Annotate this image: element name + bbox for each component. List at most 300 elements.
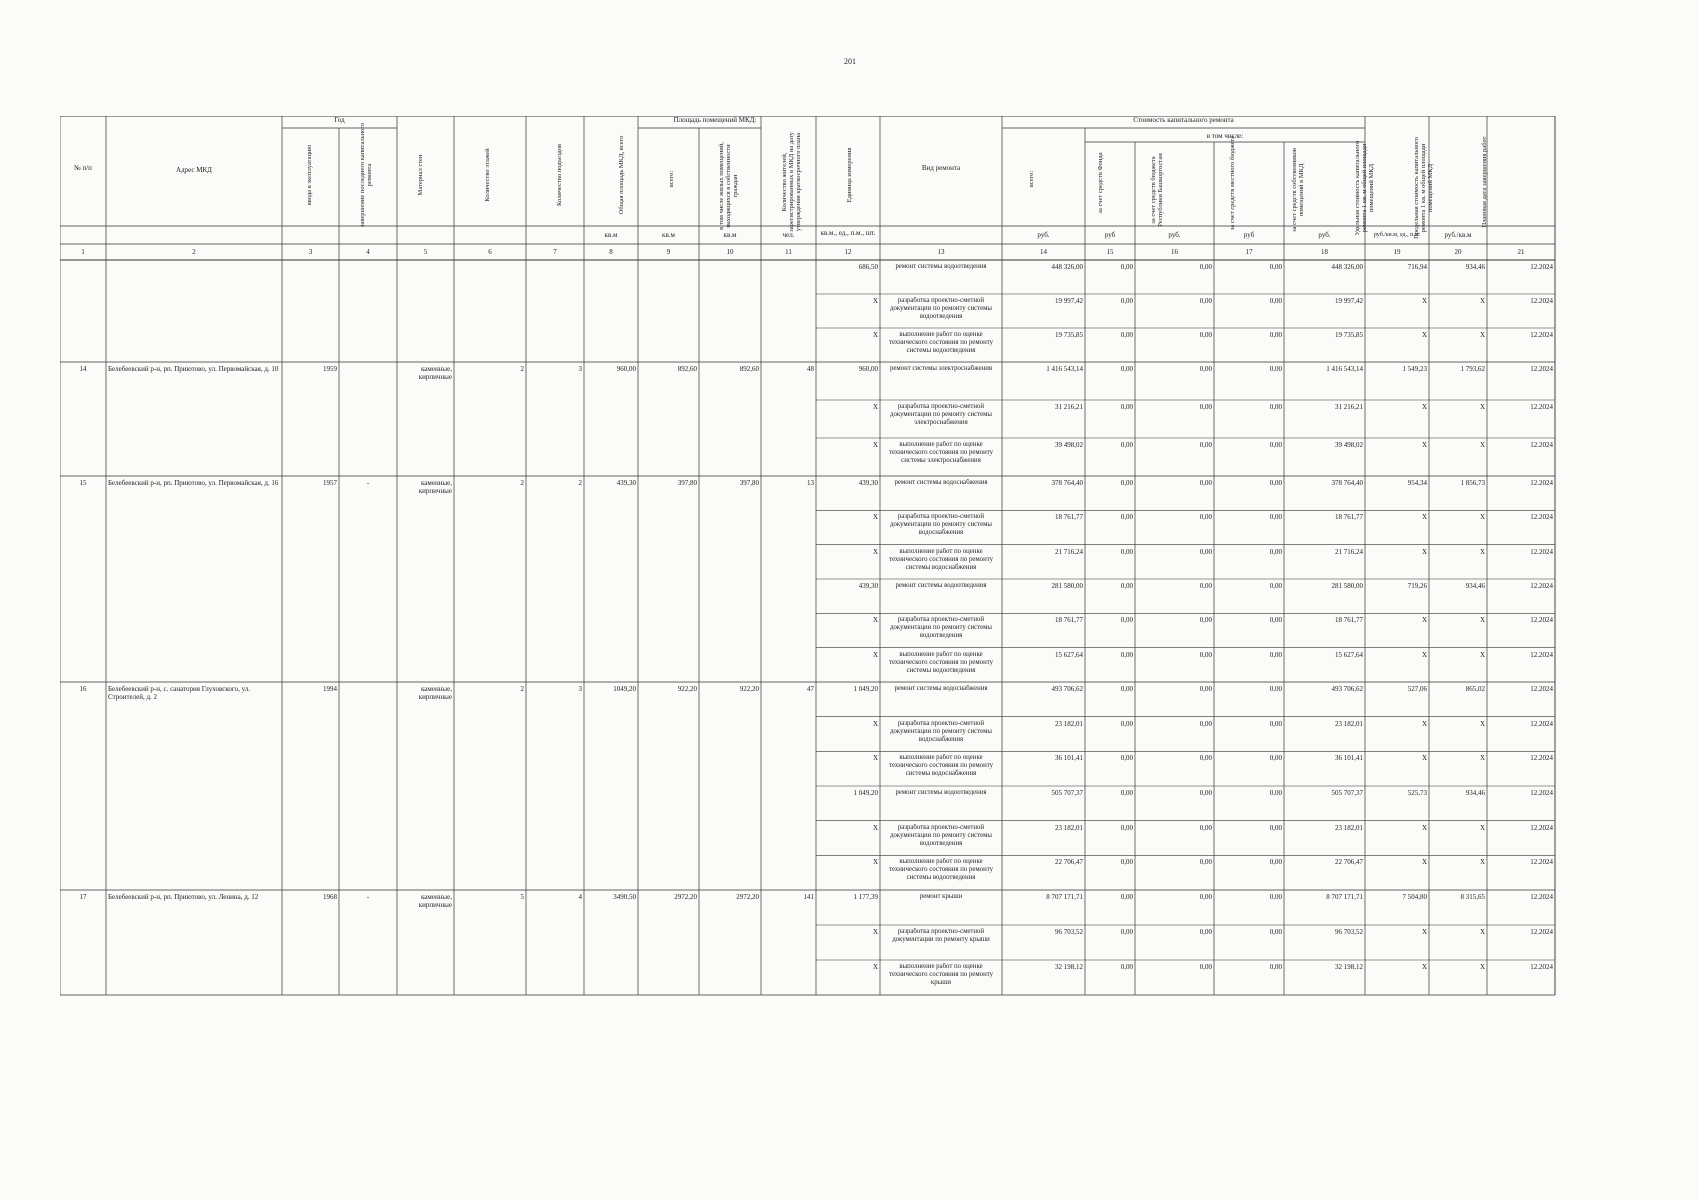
- work-type: разработка проектно-сметной документации по ремонту системы водоотведения: [890, 297, 992, 320]
- cost-republic: 0,00: [1199, 263, 1212, 271]
- work-type: ремонт системы водоотведения: [895, 263, 987, 270]
- cost-owners: 8 707 171,71: [1326, 893, 1363, 901]
- cost-owners: 31 216,21: [1335, 403, 1363, 411]
- work-type: разработка проектно-сметной документации по ремонту системы водоснабжения: [890, 513, 992, 537]
- year-commission: 1959: [323, 365, 337, 373]
- cost-owners: 21 716,24: [1335, 547, 1363, 556]
- cost-fund: 0,00: [1120, 858, 1133, 867]
- deadline: 12.2024: [1530, 928, 1553, 936]
- unit-value: X: [872, 513, 878, 522]
- deadline: 12.2024: [1530, 685, 1553, 693]
- cost-fund: 0,00: [1120, 685, 1133, 693]
- header-cost-local: за счет средств местного бюджета: [1229, 135, 1236, 231]
- cost-local: 0,00: [1269, 858, 1282, 867]
- capital-repair-table: [60, 116, 1697, 1101]
- work-type: выполнение работ по оценке технического состояния по ремонту системы водоотведения: [888, 858, 993, 882]
- cost-local: 0,00: [1269, 297, 1282, 305]
- floors: 5: [520, 893, 524, 901]
- max-cost: X: [1479, 823, 1485, 832]
- cost-local: 0,00: [1269, 823, 1282, 832]
- max-cost: 1 793,62: [1460, 365, 1485, 373]
- row-number: 16: [79, 685, 87, 693]
- deadline: 12.2024: [1530, 582, 1553, 590]
- header-cost-total: всего:: [1028, 170, 1035, 188]
- header-premises-owned: в том числе жилых помещений, находящихся в собственности граждан: [718, 142, 739, 230]
- header-wall-material: Материал стен: [417, 154, 424, 196]
- header-work-type: Вид ремонта: [921, 164, 961, 172]
- specific-cost: 954,34: [1407, 479, 1427, 487]
- specific-cost: 1 549,23: [1402, 365, 1427, 373]
- deadline: 12.2024: [1530, 365, 1553, 373]
- unit-value: 1 177,39: [853, 893, 878, 901]
- cost-owners: 448 326,00: [1331, 263, 1363, 271]
- specific-cost: X: [1421, 963, 1427, 971]
- deadline: 12.2024: [1530, 616, 1553, 625]
- unit-value: 439,30: [858, 582, 878, 590]
- column-number: 14: [1040, 248, 1047, 256]
- cost-total: 21 716,24: [1055, 547, 1083, 556]
- wall-material: каменные, кирпичные: [418, 365, 452, 381]
- year-commission: 1994: [323, 685, 337, 693]
- cost-republic: 0,00: [1199, 823, 1212, 832]
- specific-cost: X: [1421, 719, 1427, 728]
- specific-cost: X: [1421, 823, 1427, 832]
- address: Белебеевский р-н, рп. Приютово, ул. Первомайская, д. 10: [108, 365, 279, 373]
- work-type: выполнение работ по оценке технического состояния по ремонту системы водоотведения: [888, 331, 993, 354]
- unit-value: X: [872, 928, 878, 936]
- header-cost-republic: за счет средств бюджета Республики Башкортостан: [1150, 153, 1164, 227]
- max-cost: X: [1479, 754, 1485, 763]
- header-residents: Количество жителей, зарегистрированных в МКД на дату утверждения краткосрочного плана: [781, 132, 802, 232]
- column-number: 10: [726, 248, 734, 256]
- deadline: 12.2024: [1530, 513, 1553, 522]
- cost-total: 19 997,42: [1055, 297, 1083, 305]
- address: Белебеевский р-н, рп. Приютово, ул. Первомайская, д. 16: [108, 479, 279, 487]
- unit-value: X: [872, 441, 878, 449]
- cost-fund: 0,00: [1120, 297, 1133, 305]
- column-number: 11: [785, 248, 792, 256]
- max-cost: X: [1479, 719, 1485, 728]
- cost-owners: 378 764,40: [1331, 479, 1363, 487]
- specific-cost: X: [1421, 513, 1427, 522]
- cost-local: 0,00: [1269, 479, 1282, 487]
- unit-col-14: руб.: [1037, 231, 1050, 239]
- specific-cost: 525,73: [1407, 789, 1427, 797]
- wall-material: каменные, кирпичные: [418, 893, 452, 909]
- column-number: 15: [1106, 248, 1114, 256]
- header-cost-group: Стоимость капитального ремонта: [1133, 116, 1234, 124]
- work-type: выполнение работ по оценке технического состояния по ремонту системы водоотведения: [888, 650, 993, 674]
- header-deadline: Плановая дата завершения работ: [1481, 136, 1488, 228]
- cost-local: 0,00: [1269, 331, 1282, 339]
- unit-col-11: чел.: [782, 231, 795, 239]
- cost-owners: 96 703,52: [1335, 928, 1363, 936]
- premises-area: 2972,20: [674, 893, 697, 901]
- specific-cost: X: [1421, 650, 1427, 659]
- deadline: 12.2024: [1530, 441, 1553, 449]
- max-cost: X: [1479, 547, 1485, 556]
- cost-fund: 0,00: [1120, 582, 1133, 590]
- cost-owners: 22 706,47: [1335, 858, 1363, 867]
- cost-total: 32 198,12: [1055, 963, 1083, 971]
- specific-cost: X: [1421, 858, 1427, 867]
- year-commission: 1968: [323, 893, 337, 901]
- entrances: 3: [578, 685, 582, 693]
- max-cost: X: [1479, 297, 1485, 305]
- work-type: разработка проектно-сметной документации по ремонту системы электроснабжения: [890, 403, 992, 426]
- header-year-last-repair: завершение последнего капитального ремонта: [359, 122, 373, 228]
- header-premises-total: всего:: [668, 170, 675, 188]
- cost-fund: 0,00: [1120, 616, 1133, 625]
- cost-total: 18 761,77: [1055, 616, 1083, 625]
- max-cost: 934,46: [1465, 263, 1485, 271]
- cost-owners: 493 706,62: [1331, 685, 1363, 693]
- cost-republic: 0,00: [1199, 650, 1212, 659]
- cost-total: 96 703,52: [1055, 928, 1083, 936]
- cost-owners: 23 182,01: [1335, 823, 1363, 832]
- unit-value: 1 049,20: [853, 685, 878, 693]
- cost-total: 23 182,01: [1055, 823, 1083, 832]
- premises-area: 922,20: [677, 685, 697, 693]
- work-type: разработка проектно-сметной документации по ремонту системы водоснабжения: [890, 719, 992, 743]
- specific-cost: X: [1421, 616, 1427, 625]
- cost-owners: 36 101,41: [1335, 754, 1363, 763]
- header-entrances: Количество подъездов: [556, 143, 563, 207]
- header-unit: Единица измерения: [846, 147, 853, 203]
- unit-col-19: руб./кв.м, ед., п.м.: [1373, 232, 1421, 238]
- work-type: разработка проектно-сметной документации по ремонту системы водоотведения: [890, 616, 992, 640]
- floors: 2: [520, 479, 524, 487]
- deadline: 12.2024: [1530, 789, 1553, 797]
- entrances: 3: [578, 365, 582, 373]
- total-area: 439,30: [616, 479, 636, 487]
- residents: 141: [803, 893, 814, 901]
- cost-local: 0,00: [1269, 263, 1282, 271]
- work-type: выполнение работ по оценке технического состояния по ремонту системы водоснабжения: [888, 754, 993, 778]
- cost-fund: 0,00: [1120, 365, 1133, 373]
- unit-col-10: кв.м: [723, 231, 737, 239]
- max-cost: X: [1479, 331, 1485, 339]
- unit-value: X: [872, 297, 878, 305]
- deadline: 12.2024: [1530, 754, 1553, 763]
- cost-local: 0,00: [1269, 928, 1282, 936]
- cost-local: 0,00: [1269, 365, 1282, 373]
- max-cost: 8 315,65: [1460, 893, 1485, 901]
- total-area: 1049,20: [613, 685, 636, 693]
- cost-republic: 0,00: [1199, 479, 1212, 487]
- cost-total: 493 706,62: [1051, 685, 1083, 693]
- unit-col-20: руб./кв.м: [1444, 231, 1472, 239]
- cost-republic: 0,00: [1199, 858, 1212, 867]
- cost-owners: 1 416 543,14: [1326, 365, 1363, 373]
- work-type: ремонт системы электроснабжения: [889, 365, 993, 372]
- cost-fund: 0,00: [1120, 650, 1133, 659]
- premises-area: 397,80: [677, 479, 697, 487]
- cost-total: 31 216,21: [1055, 403, 1083, 411]
- cost-total: 8 707 171,71: [1046, 893, 1083, 901]
- year-last-repair: -: [366, 479, 370, 487]
- cost-republic: 0,00: [1199, 719, 1212, 728]
- cost-republic: 0,00: [1199, 582, 1212, 590]
- residents: 13: [807, 479, 814, 487]
- column-number: 19: [1393, 248, 1401, 256]
- specific-cost: 716,94: [1407, 263, 1427, 271]
- work-type: ремонт крыши: [919, 893, 963, 900]
- cost-local: 0,00: [1269, 403, 1282, 411]
- deadline: 12.2024: [1530, 403, 1553, 411]
- work-type: ремонт системы водоснабжения: [894, 685, 988, 692]
- owned-area: 922,20: [739, 685, 759, 693]
- entrances: 4: [578, 893, 582, 901]
- cost-local: 0,00: [1269, 582, 1282, 590]
- specific-cost: X: [1421, 331, 1427, 339]
- owned-area: 2972,20: [736, 893, 759, 901]
- max-cost: 934,46: [1465, 789, 1485, 797]
- unit-value: X: [872, 754, 878, 763]
- cost-local: 0,00: [1269, 616, 1282, 625]
- cost-owners: 281 580,00: [1331, 582, 1363, 590]
- header-max-cost: Предельная стоимость капитального ремонта 1 кв. м общей площади помещений МКД: [1413, 137, 1434, 239]
- cost-total: 36 101,41: [1055, 754, 1083, 763]
- column-number: 1: [81, 248, 85, 256]
- unit-col-18: руб.: [1318, 231, 1331, 239]
- unit-col-17: руб: [1243, 231, 1255, 239]
- cost-republic: 0,00: [1199, 441, 1212, 449]
- specific-cost: 719,26: [1407, 582, 1427, 590]
- unit-value: X: [872, 650, 878, 659]
- unit-col-9: кв.м: [662, 231, 675, 239]
- column-number: 6: [488, 248, 492, 256]
- specific-cost: X: [1421, 297, 1427, 305]
- column-number: 21: [1517, 248, 1525, 256]
- residents: 47: [807, 685, 814, 693]
- cost-republic: 0,00: [1199, 685, 1212, 693]
- cost-republic: 0,00: [1199, 754, 1212, 763]
- cost-republic: 0,00: [1199, 403, 1212, 411]
- cost-republic: 0,00: [1199, 616, 1212, 625]
- cost-republic: 0,00: [1199, 513, 1212, 522]
- cost-fund: 0,00: [1120, 547, 1133, 556]
- residents: 48: [807, 365, 814, 373]
- wall-material: каменные, кирпичные: [418, 479, 452, 495]
- owned-area: 397,80: [739, 479, 759, 487]
- cost-owners: 18 761,77: [1335, 513, 1363, 522]
- header-cost-fund: за счет средств Фонда: [1097, 152, 1104, 214]
- specific-cost: X: [1421, 547, 1427, 556]
- max-cost: X: [1479, 441, 1485, 449]
- work-type: выполнение работ по оценке технического состояния по ремонту системы электроснабжения: [888, 441, 993, 464]
- cost-republic: 0,00: [1199, 297, 1212, 305]
- work-type: разработка проектно-сметной документации по ремонту системы водоотведения: [890, 823, 992, 847]
- unit-value: 439,30: [858, 479, 878, 487]
- deadline: 12.2024: [1530, 858, 1553, 867]
- cost-local: 0,00: [1269, 513, 1282, 522]
- cost-local: 0,00: [1269, 754, 1282, 763]
- column-number: 7: [553, 248, 557, 256]
- cost-fund: 0,00: [1120, 754, 1133, 763]
- cost-owners: 32 198,12: [1335, 963, 1363, 971]
- cost-owners: 19 997,42: [1335, 297, 1363, 305]
- deadline: 12.2024: [1530, 719, 1553, 728]
- wall-material: каменные, кирпичные: [418, 685, 452, 701]
- header-floors: Количество этажей: [484, 148, 491, 202]
- cost-total: 18 761,77: [1055, 513, 1083, 522]
- header-specific-cost: Удельная стоимость капитального ремонта 1 кв. м общей площади помещений МКД: [1354, 140, 1375, 236]
- floors: 2: [520, 685, 524, 693]
- cost-owners: 505 707,37: [1331, 789, 1363, 797]
- cost-local: 0,00: [1269, 441, 1282, 449]
- unit-col-15: руб: [1104, 231, 1116, 239]
- column-number: 17: [1245, 248, 1253, 256]
- address: Белебеевский р-н, рп. Приютово, ул. Ленина, д. 12: [108, 893, 259, 901]
- cost-total: 23 182,01: [1055, 719, 1083, 728]
- deadline: 12.2024: [1530, 547, 1553, 556]
- specific-cost: X: [1421, 441, 1427, 449]
- cost-fund: 0,00: [1120, 928, 1133, 936]
- specific-cost: X: [1421, 754, 1427, 763]
- work-type: выполнение работ по оценке технического состояния по ремонту системы водоснабжения: [888, 547, 993, 571]
- cost-local: 0,00: [1269, 719, 1282, 728]
- cost-fund: 0,00: [1120, 823, 1133, 832]
- cost-total: 1 416 543,14: [1046, 365, 1083, 373]
- cost-owners: 23 182,01: [1335, 719, 1363, 728]
- row-number: 14: [79, 365, 87, 373]
- cost-total: 22 706,47: [1055, 858, 1083, 867]
- cost-total: 19 735,85: [1055, 331, 1083, 339]
- cost-local: 0,00: [1269, 547, 1282, 556]
- deadline: 12.2024: [1530, 479, 1553, 487]
- cost-republic: 0,00: [1199, 893, 1212, 901]
- cost-local: 0,00: [1269, 789, 1282, 797]
- column-number: 3: [308, 248, 313, 256]
- specific-cost: 7 504,80: [1402, 893, 1427, 901]
- specific-cost: 527,06: [1407, 685, 1427, 693]
- cost-fund: 0,00: [1120, 441, 1133, 449]
- unit-col-12: кв.м., ед., п.м., шт.: [820, 229, 876, 237]
- cost-fund: 0,00: [1120, 963, 1133, 971]
- column-number: 20: [1454, 248, 1462, 256]
- work-type: разработка проектно-сметной документации по ремонту крыши: [892, 928, 990, 943]
- work-type: ремонт системы водоотведения: [895, 789, 987, 796]
- deadline: 12.2024: [1530, 263, 1553, 271]
- header-address: Адрес МКД: [176, 166, 212, 174]
- cost-republic: 0,00: [1199, 928, 1212, 936]
- cost-fund: 0,00: [1120, 719, 1133, 728]
- cost-local: 0,00: [1269, 685, 1282, 693]
- cost-owners: 15 627,64: [1335, 650, 1363, 659]
- cost-fund: 0,00: [1120, 479, 1133, 487]
- header-num: № п/п: [74, 164, 92, 172]
- cost-fund: 0,00: [1120, 513, 1133, 522]
- cost-owners: 18 761,77: [1335, 616, 1363, 625]
- header-cost-owners: за счет средств собственников помещений в МКД: [1291, 148, 1305, 232]
- unit-value: X: [872, 823, 878, 832]
- unit-value: X: [872, 547, 878, 556]
- cost-total: 281 580,00: [1051, 582, 1083, 590]
- year-last-repair: -: [366, 893, 370, 901]
- deadline: 12.2024: [1530, 297, 1553, 305]
- max-cost: 1 856,73: [1460, 479, 1485, 487]
- row-number: 15: [79, 479, 87, 487]
- total-area: 3490,50: [613, 893, 636, 901]
- max-cost: 934,46: [1465, 582, 1485, 590]
- cost-fund: 0,00: [1120, 789, 1133, 797]
- cost-republic: 0,00: [1199, 365, 1212, 373]
- page-number: 201: [844, 57, 856, 66]
- cost-republic: 0,00: [1199, 963, 1212, 971]
- header-premises-group: Площадь помещений МКД:: [673, 116, 757, 124]
- unit-value: X: [872, 858, 878, 867]
- cost-total: 505 707,37: [1051, 789, 1083, 797]
- header-incl: в том числе:: [1206, 132, 1244, 140]
- cost-total: 378 764,40: [1051, 479, 1083, 487]
- max-cost: X: [1479, 513, 1485, 522]
- header-total-area: Общая площадь МКД, всего: [618, 135, 625, 215]
- deadline: 12.2024: [1530, 650, 1553, 659]
- max-cost: X: [1479, 403, 1485, 411]
- max-cost: 865,02: [1465, 685, 1485, 693]
- column-number: 8: [609, 248, 613, 256]
- specific-cost: X: [1421, 403, 1427, 411]
- floors: 2: [520, 365, 524, 373]
- cost-republic: 0,00: [1199, 331, 1212, 339]
- unit-col-16: руб.: [1168, 231, 1181, 239]
- work-type: ремонт системы водоотведения: [895, 582, 987, 589]
- column-number: 13: [937, 248, 945, 256]
- row-number: 17: [79, 893, 87, 901]
- cost-fund: 0,00: [1120, 331, 1133, 339]
- cost-fund: 0,00: [1120, 263, 1133, 271]
- unit-value: X: [872, 616, 878, 625]
- deadline: 12.2024: [1530, 963, 1553, 971]
- cost-republic: 0,00: [1199, 789, 1212, 797]
- column-number: 9: [666, 248, 671, 256]
- deadline: 12.2024: [1530, 893, 1553, 901]
- max-cost: X: [1479, 858, 1485, 867]
- entrances: 2: [578, 479, 582, 487]
- column-number: 18: [1321, 248, 1328, 256]
- max-cost: X: [1479, 928, 1485, 936]
- specific-cost: X: [1421, 928, 1427, 936]
- deadline: 12.2024: [1530, 823, 1553, 832]
- header-year-commission: ввода в эксплуатацию: [306, 144, 313, 206]
- work-type: ремонт системы водоснабжения: [894, 479, 988, 486]
- work-type: выполнение работ по оценке технического состояния по ремонту крыши: [888, 963, 993, 986]
- max-cost: X: [1479, 616, 1485, 625]
- unit-value: 686,50: [858, 263, 878, 271]
- cost-total: 448 326,00: [1051, 263, 1083, 271]
- column-number: 12: [844, 248, 852, 256]
- column-number: 16: [1171, 248, 1178, 256]
- column-number: 4: [366, 248, 370, 256]
- unit-value: 960,00: [858, 365, 878, 373]
- unit-col-8: кв.м: [604, 231, 618, 239]
- premises-area: 892,60: [677, 365, 697, 373]
- cost-total: 39 498,02: [1055, 441, 1083, 449]
- cost-local: 0,00: [1269, 893, 1282, 901]
- cost-local: 0,00: [1269, 650, 1282, 659]
- cost-owners: 19 735,85: [1335, 331, 1363, 339]
- column-number: 5: [423, 248, 428, 256]
- unit-value: X: [872, 403, 878, 411]
- owned-area: 892,60: [739, 365, 759, 373]
- unit-value: X: [872, 719, 878, 728]
- cost-owners: 39 498,02: [1335, 441, 1363, 449]
- unit-value: 1 049,20: [853, 789, 878, 797]
- max-cost: X: [1479, 650, 1485, 659]
- cost-total: 15 627,64: [1055, 650, 1083, 659]
- address: Белебеевский р-н, с. санатория Глуховского, ул. Строителей, д. 2: [108, 685, 251, 701]
